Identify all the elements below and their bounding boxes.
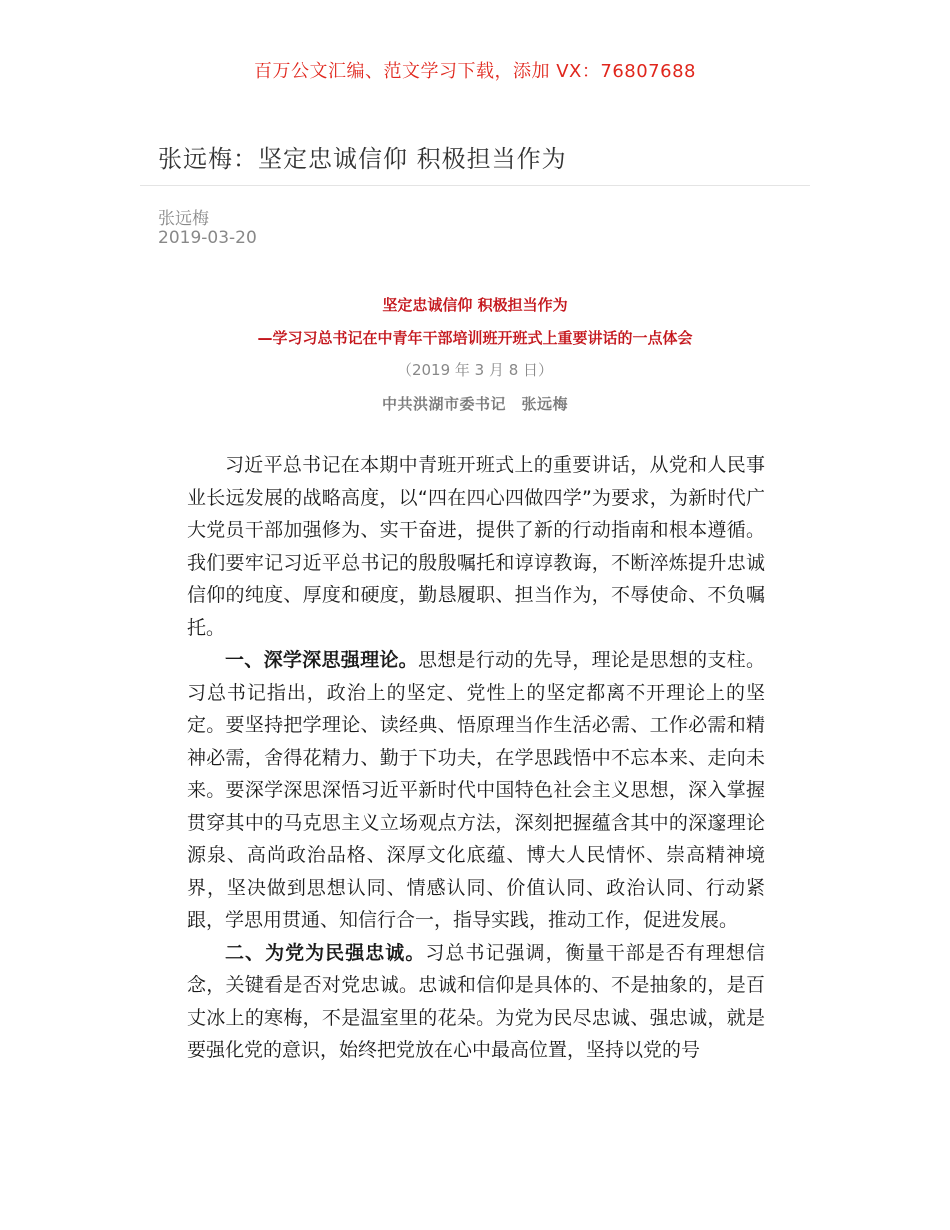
section-1-heading: 一、深学深思强理论。 — [225, 649, 418, 671]
article-body — [187, 449, 765, 1067]
paragraph-section-1 — [187, 644, 765, 937]
speech-title: 坚定忠诚信仰 积极担当作为 — [382, 296, 568, 314]
article-title: 张远梅：坚定忠诚信仰 积极担当作为 — [158, 145, 567, 173]
speech-byline: 中共洪湖市委书记 张远梅 — [381, 395, 568, 413]
title-divider — [140, 185, 810, 186]
speech-date: （2019 年 3 月 8 日） — [396, 361, 554, 379]
promo-banner: 百万公文汇编、范文学习下载，添加 VX：76807688 — [254, 61, 696, 82]
article-date: 2019-03-20 — [158, 228, 257, 248]
section-2-text: 习总书记强调，衡量干部是否有理想信念，关键看是否对党忠诚。忠诚和信仰是具体的、不是抽象的，是百丈冰上的寒梅，不是温室里的花朵。为党为民尽忠诚、强忠诚，就是要强化党的意识，始终把党放在心中最高位置，坚持以党的号 — [187, 941, 765, 1061]
article-author: 张远梅 — [158, 209, 209, 229]
paragraph-intro: 习近平总书记在本期中青班开班式上的重要讲话，从党和人民事业长远发展的战略高度，以“四在四心四做四学”为要求，为新时代广大党员干部加强修为、实干奋进，提供了新的行动指南和根本遵循。我们要牢记习近平总书记的殷殷嘱托和谆谆教诲，不断淬炼提升忠诚信仰的纯度、厚度和硬度，勤恳履职、担当作为，不辱使命、不负嘱托。 — [187, 454, 765, 639]
speech-subtitle: —学习习总书记在中青年干部培训班开班式上重要讲话的一点体会 — [257, 329, 693, 347]
section-1-text: 思想是行动的先导，理论是思想的支柱。习总书记指出，政治上的坚定、党性上的坚定都离不开理论上的坚定。要坚持把学理论、读经典、悟原理当作生活必需、工作必需和精神必需，舍得花精力、勤于下功夫，在学思践悟中不忘本来、走向未来。要深学深思深悟习近平新时代中国特色社会主义思想，深入掌握贯穿其中的马克思主义立场观点方法，深刻把握蕴含其中的深邃理论源泉、高尚政治品格、深厚文化底蕴、博大人民情怀、崇高精神境界，坚决做到思想认同、情感认同、价值认同、政治认同、行动紧跟，学思用贯通、知信行合一，指导实践，推动工作，促进发展。 — [187, 649, 765, 931]
paragraph-section-2 — [187, 937, 765, 1067]
section-2-heading: 二、为党为民强忠诚。 — [225, 941, 426, 964]
